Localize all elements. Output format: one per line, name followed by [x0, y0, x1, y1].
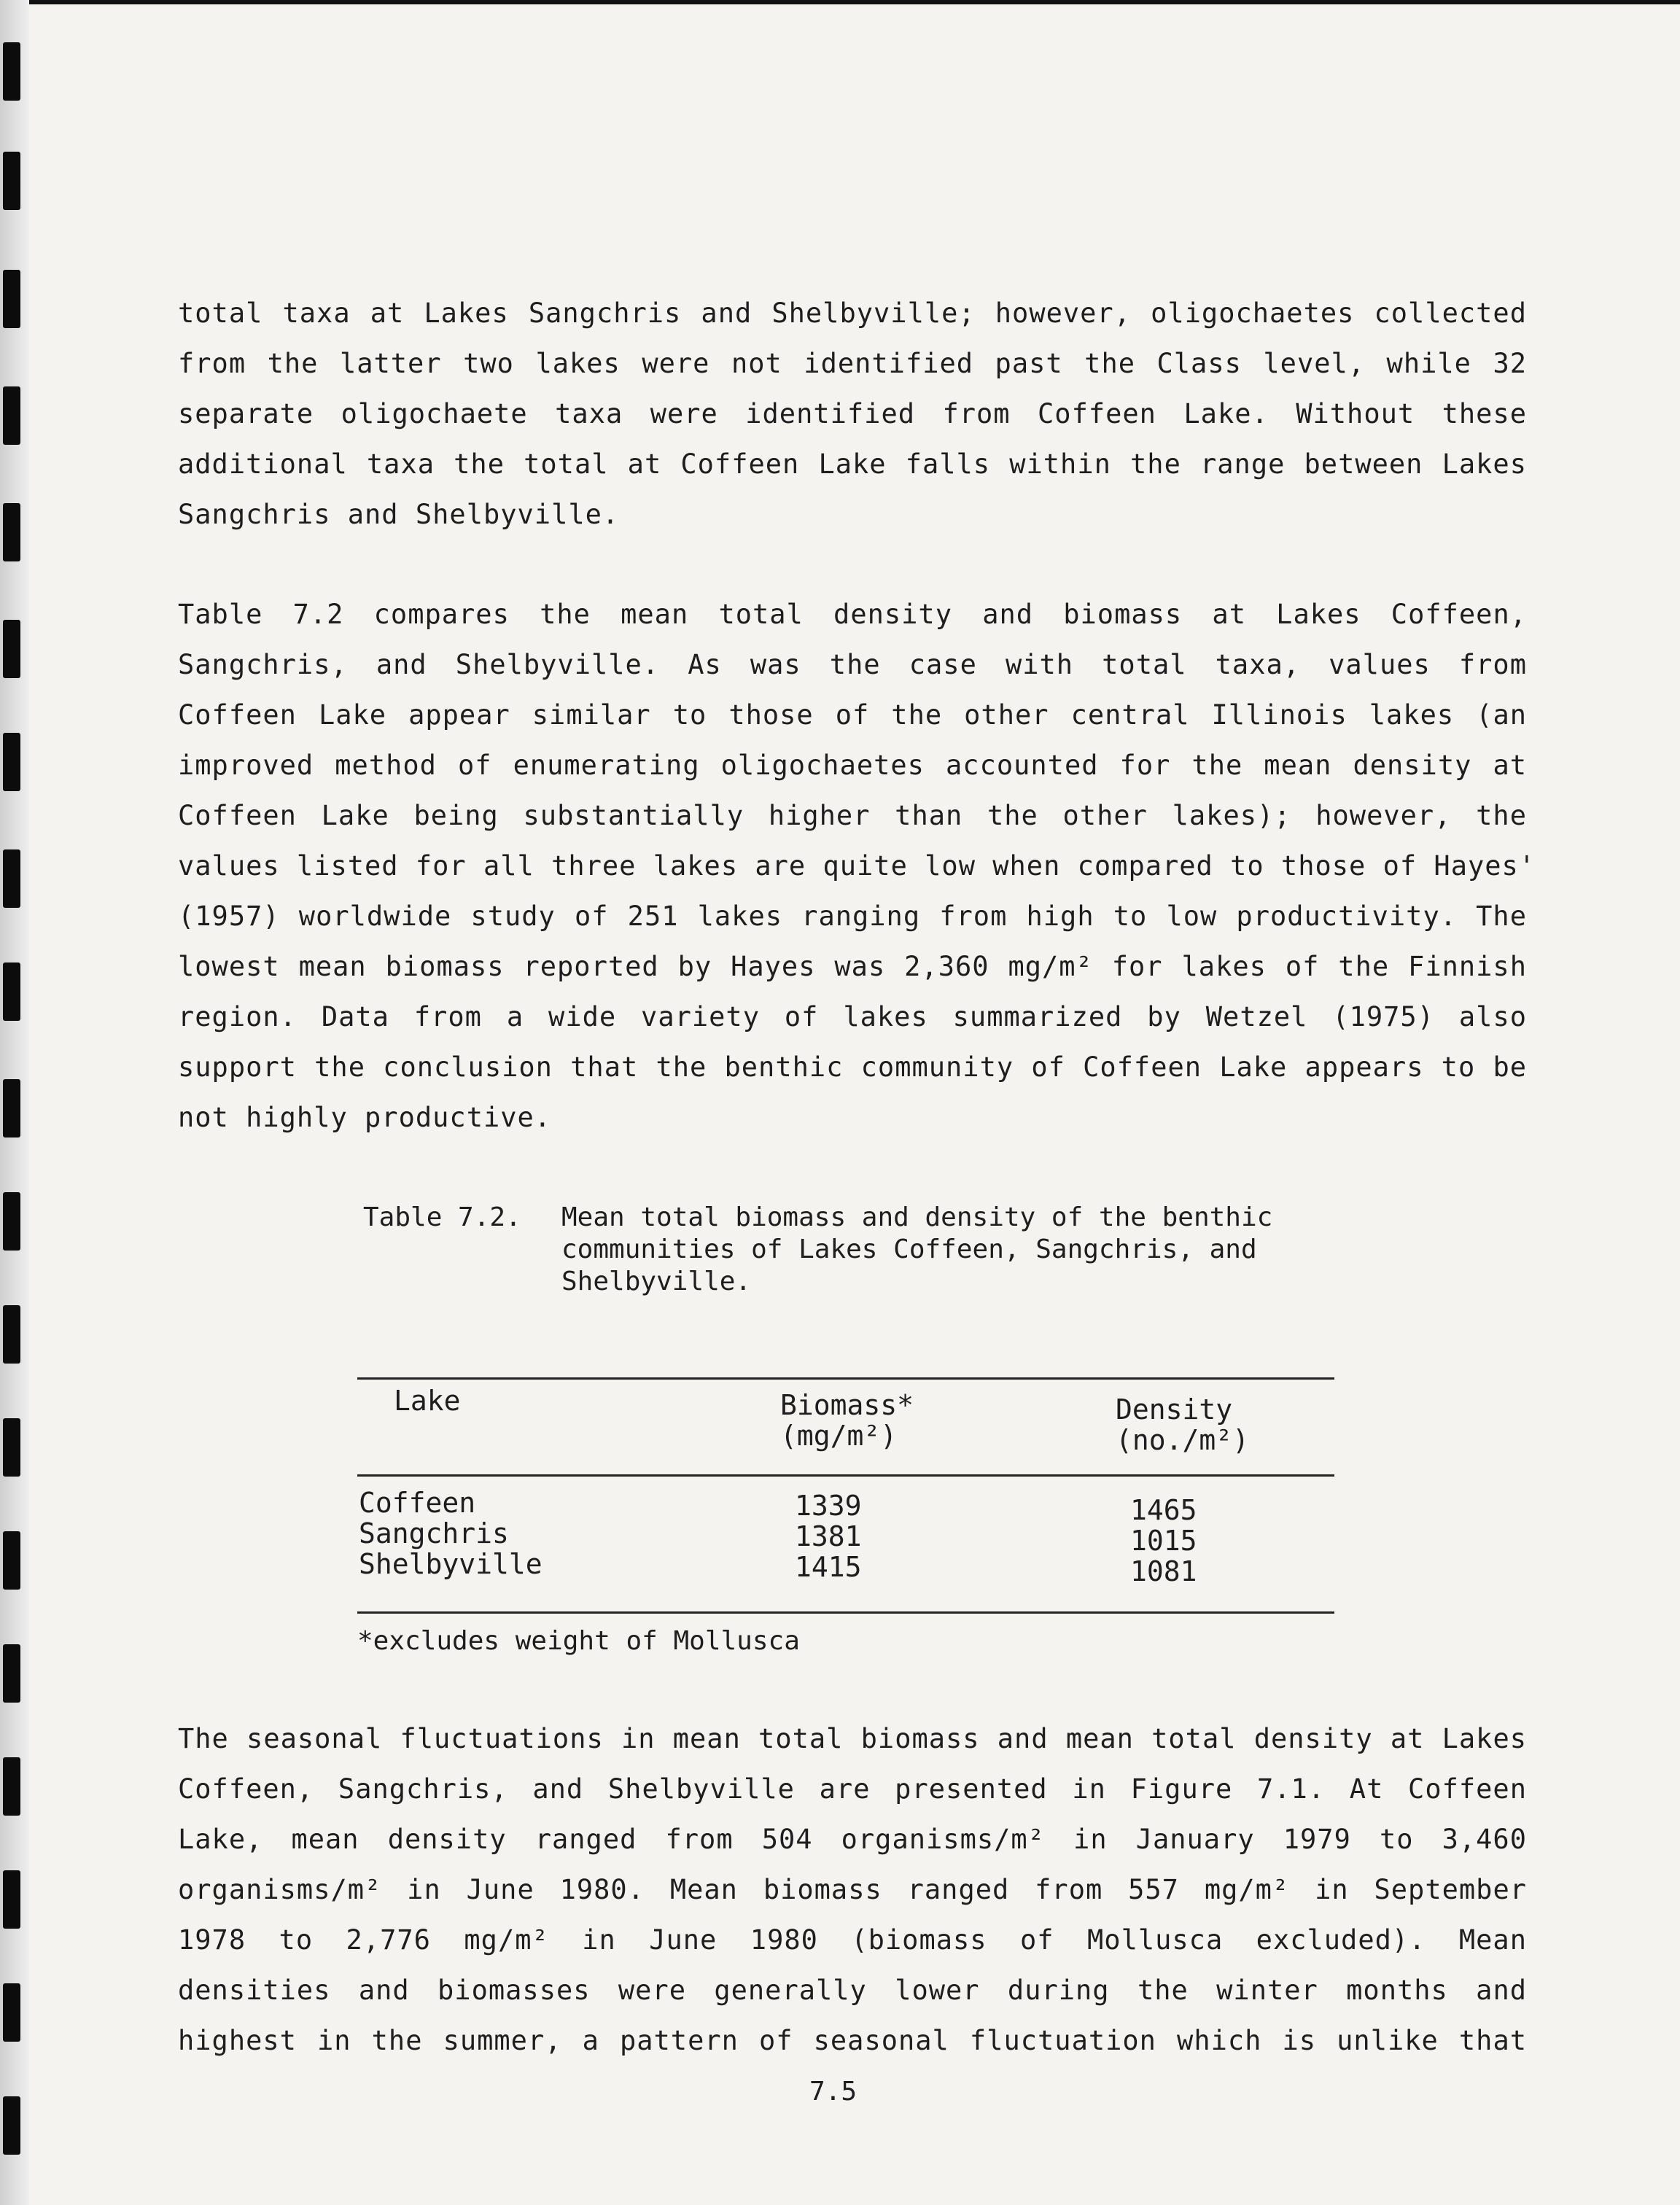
punch-hole	[3, 1644, 20, 1703]
punch-hole	[3, 270, 20, 328]
text-line: lowest mean biomass reported by Hayes was 2,360 mg/m² for lakes of the Finnish	[178, 951, 1527, 982]
text-line: improved method of enumerating oligochaetes accounted for the mean density at	[178, 750, 1527, 781]
cell-lake: Sangchris	[359, 1517, 509, 1549]
table-bottom-rule	[357, 1611, 1334, 1614]
header-density-unit: (no./m²)	[1116, 1424, 1250, 1456]
text-line: from the latter two lakes were not identified past the Class level, while 32	[178, 348, 1527, 379]
table-label: Table 7.2.	[363, 1202, 521, 1232]
text-line: Sangchris and Shelbyville.	[178, 499, 620, 530]
punch-hole	[3, 1757, 20, 1816]
text-line: values listed for all three lakes are quite low when compared to those of Hayes'	[178, 850, 1536, 882]
text-line: Lake, mean density ranged from 504 organisms/m² in January 1979 to 3,460	[178, 1824, 1527, 1855]
text-line: Sangchris, and Shelbyville. As was the case with total taxa, values from	[178, 649, 1527, 680]
text-line: highest in the summer, a pattern of seasonal fluctuation which is unlike that	[178, 2025, 1527, 2056]
punch-hole	[3, 1870, 20, 1929]
text-line: 1978 to 2,776 mg/m² in June 1980 (biomass of Mollusca excluded). Mean	[178, 1924, 1527, 1956]
punch-hole	[3, 962, 20, 1021]
punch-hole	[3, 1192, 20, 1251]
header-biomass: Biomass*	[780, 1389, 914, 1421]
cell-biomass: 1339	[795, 1490, 862, 1522]
punch-hole	[3, 620, 20, 678]
table-caption-text	[561, 1202, 1320, 1298]
paragraph-taxa-comparison	[178, 288, 1527, 540]
text-line: Coffeen, Sangchris, and Shelbyville are presented in Figure 7.1. At Coffeen	[178, 1773, 1527, 1805]
header-lake: Lake	[394, 1385, 461, 1417]
punch-hole	[3, 1418, 20, 1477]
text-line: not highly productive.	[178, 1102, 552, 1133]
text-line: Coffeen Lake being substantially higher than the other lakes); however, the	[178, 800, 1527, 831]
punch-hole	[3, 503, 20, 561]
table-footnote: *excludes weight of Mollusca	[357, 1626, 800, 1656]
punch-hole	[3, 152, 20, 210]
text-line: region. Data from a wide variety of lakes summarized by Wetzel (1975) also	[178, 1001, 1527, 1032]
text-line: densities and biomasses were generally lower during the winter months and	[178, 1975, 1527, 2006]
text-line: support the conclusion that the benthic community of Coffeen Lake appears to be	[178, 1051, 1527, 1083]
punch-hole	[3, 1305, 20, 1364]
cell-biomass: 1381	[795, 1520, 862, 1552]
punch-hole	[3, 849, 20, 908]
punch-hole	[3, 1079, 20, 1138]
paragraph-seasonal-fluctuations	[178, 1714, 1527, 2066]
text-line: total taxa at Lakes Sangchris and Shelbyville; however, oligochaetes collected	[178, 298, 1527, 329]
punch-hole	[3, 386, 20, 445]
cell-density: 1081	[1130, 1555, 1197, 1587]
text-line: separate oligochaete taxa were identified from Coffeen Lake. Without these	[178, 398, 1527, 429]
table-header-rule	[357, 1474, 1334, 1477]
caption-line: Mean total biomass and density of the benthic	[561, 1202, 1273, 1232]
punch-hole	[3, 2096, 20, 2155]
cell-lake: Coffeen	[359, 1487, 476, 1519]
cell-biomass: 1415	[795, 1551, 862, 1583]
text-line: organisms/m² in June 1980. Mean biomass ranged from 557 mg/m² in September	[178, 1874, 1527, 1905]
header-density: Density	[1116, 1393, 1233, 1426]
page-number: 7.5	[809, 2077, 858, 2107]
text-line: (1957) worldwide study of 251 lakes ranging from high to low productivity. The	[178, 901, 1527, 932]
text-line: Table 7.2 compares the mean total density and biomass at Lakes Coffeen,	[178, 599, 1527, 630]
text-line: additional taxa the total at Coffeen Lake falls within the range between Lakes	[178, 448, 1527, 480]
text-line: The seasonal fluctuations in mean total biomass and mean total density at Lakes	[178, 1723, 1527, 1754]
cell-lake: Shelbyville	[359, 1548, 542, 1580]
cell-density: 1015	[1130, 1525, 1197, 1557]
punch-hole	[3, 1531, 20, 1590]
caption-line: communities of Lakes Coffeen, Sangchris, and	[561, 1234, 1257, 1264]
cell-density: 1465	[1130, 1494, 1197, 1526]
punch-hole	[3, 1983, 20, 2042]
paragraph-density-biomass	[178, 589, 1536, 1143]
punch-hole	[3, 733, 20, 791]
text-line: Coffeen Lake appear similar to those of the other central Illinois lakes (an	[178, 699, 1527, 731]
table-top-rule	[357, 1377, 1334, 1380]
punch-hole	[3, 42, 20, 101]
page-top-border	[0, 0, 1680, 4]
header-biomass-unit: (mg/m²)	[780, 1420, 898, 1452]
caption-line: Shelbyville.	[561, 1267, 752, 1296]
